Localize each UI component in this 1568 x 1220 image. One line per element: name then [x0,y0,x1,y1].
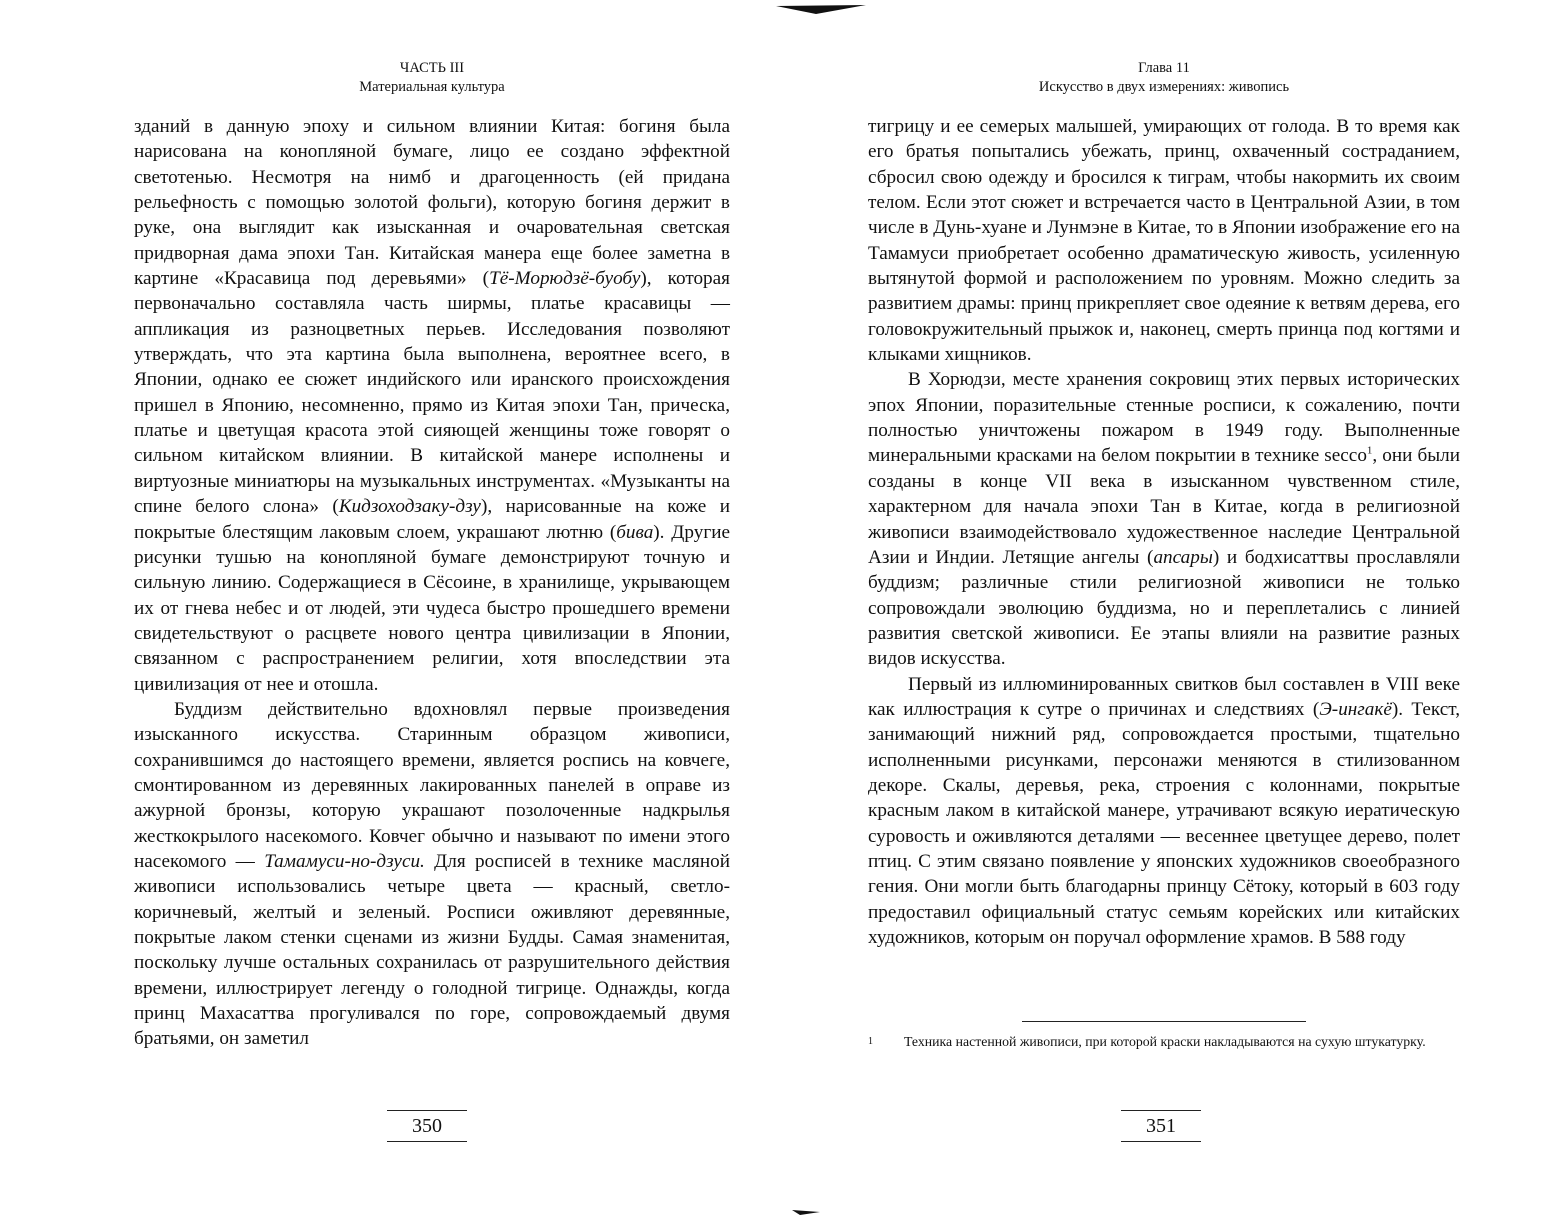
right-page [868,0,1460,1220]
running-head-left [134,59,730,97]
paragraph: зданий в данную эпоху и сильном влиянии Китая: богиня была нарисована на конопляной бумаге, лицо ее создано эффектной светотенью. Несмотря на нимб и драгоценность (ей придана рельефность с помощью золотой фольги), которую богиня держит в руке, она выглядит как изысканная и очаровательная светская придворная дама эпохи Тан. Китайская манера еще более заметна в картине «Красавица под деревьями» (Тё-Морюдзё-буобу), которая первоначально составляла часть ширмы, платье красавицы — аппликация из разноцветных перьев. Исследования позволяют утверждать, что эта картина была выполнена, вероятнее всего, в Японии, однако ее сюжет индийского или иранского происхождения пришел в Японию, несомненно, прямо из Китая эпохи Тан, прическа, платье и цветущая красота этой сияющей женщины тоже говорят о сильном китайском влиянии. В китайской манере исполнены и виртуозные миниатюры на музыкальных инструментах. «Музыканты на спине белого слона» (Кидзоходзаку-дзу), нарисованные на коже и покрытые блестящим лаковым слоем, украшают лютню (бива). Другие рисунки тушью на конопляной бумаге демонстрируют точную и сильную линию. Содержащиеся в Сёсоине, в хранилище, укрывающем их от гнева небес и от людей, эти чудеса быстро прошедшего времени свидетельствуют о расцвете нового центра цивилизации в Японии, связанном с распространением религии, хотя впоследствии эта цивилизация от нее и отошла. [134,116,730,695]
part-title: ЧАСТЬ III [399,60,465,76]
left-page [134,0,730,1220]
right-body-text [868,114,1460,950]
running-head-right [868,59,1460,97]
chapter-subtitle: Искусство в двух измерениях: живопись [1038,79,1290,95]
part-subtitle: Материальная культура [359,79,505,95]
paragraph: тигрицу и ее семерых малышей, умирающих от голода. В то время как его братья попытались убежать, принц, охваченный состраданием, сбросил свою одежду и бросился к тиграм, чтобы накормить их своим телом. Если этот сюжет и встречается часто в Центральной Азии, в том числе в Дунь-хуане и Лунмэне в Китае, то в Японии изображение его на Тамамуси приобретает особенно драматическую живость, усиленную вытянутой формой и расположением по уровням. Можно следить за развитием драмы: принц прикрепляет свое одеяние к ветвям дерева, его головокружительный прыжок и, наконец, смерть принца под когтями и клыками хищников. [868,116,1460,366]
gutter-mark-top [776,4,866,16]
paragraph: В Хорюдзи, месте хранения сокровищ этих первых исторических эпох Японии, поразительные стенные росписи, к сожалению, почти полностью уничтожены пожаром в 1949 году. Выполненные минеральными красками на белом покрытии в технике secco$^1$, они были созданы в конце VII века в изысканном чувственном стиле, характерном для начала эпохи Тан в Китае, когда в религиозной живописи взаимодействовало художественное наследие Центральной Азии и Индии. Летящие ангелы (апсары) и бодхисаттвы прославляли буддизм; различные стили религиозной живописи не только сопровождали эволюцию буддизма, но и переплетались с линией развития светской живописи. Ее этапы влияли на развитие разных видов искусства. [868,369,1460,670]
footnote-ref: 1 [1366,445,1373,458]
footnote-rule [1022,1021,1306,1022]
paragraph: Первый из иллюминированных свитков был составлен в VIII веке как иллюстрация к сутре о причинах и следствиях (Э-ингакё). Текст, занимающий нижний ряд, сопровождается простыми, тщательно исполненными рисунками, персонажи меняются в стилизованном декоре. Скалы, деревья, река, строения с колоннами, покрытые красным лаком в китайской манере, утрачивают всякую иератическую суровость и оживляются деталями — весеннее цветущее дерево, полет птиц. С этим связано появление у японских художников своеобразного гения. Они могли быть благодарны принцу Сётоку, который в 603 году предоставил официальный статус семьям корейских или китайских художников, которым он поручал оформление храмов. В 588 году [868,673,1460,948]
paragraph: Буддизм действительно вдохновлял первые произведения изысканного искусства. Старинным образцом живописи, сохранившимся до настоящего времени, является роспись на ковчеге, смонтированном из деревянных лакированных панелей в оправе из ажурной бронзы, которую украшают позолоченные надкрылья жесткокрылого насекомого. Ковчег обычно и называют по имени этого насекомого — Тамамуси-но-дзуси. Для росписей в технике масляной живописи использовались четыре цвета — красный, светло-коричневый, желтый и зеленый. Росписи оживляют деревянные, покрытые лаком стенки сценами из жизни Будды. Самая знаменитая, поскольку лучше остальных сохранилась от разрушительного действия времени, иллюстрирует легенду о голодной тигрице. Однажды, когда принц Махасаттва прогуливался по горе, сопровождаемый двумя братьями, он заметил [134,698,730,1050]
footnote [868,1031,1460,1052]
chapter-title: Глава 11 [1138,60,1190,76]
page-number-right: 351 [1121,1110,1201,1142]
page-number-left: 350 [387,1110,467,1142]
gutter-mark-bottom [792,1206,820,1216]
footnote-text: Техника настенной живописи, при которой краски накладываются на сухую штукатурку. [904,1034,1426,1049]
left-body-text [134,114,730,1052]
footnote-mark: 1 [868,1036,873,1047]
